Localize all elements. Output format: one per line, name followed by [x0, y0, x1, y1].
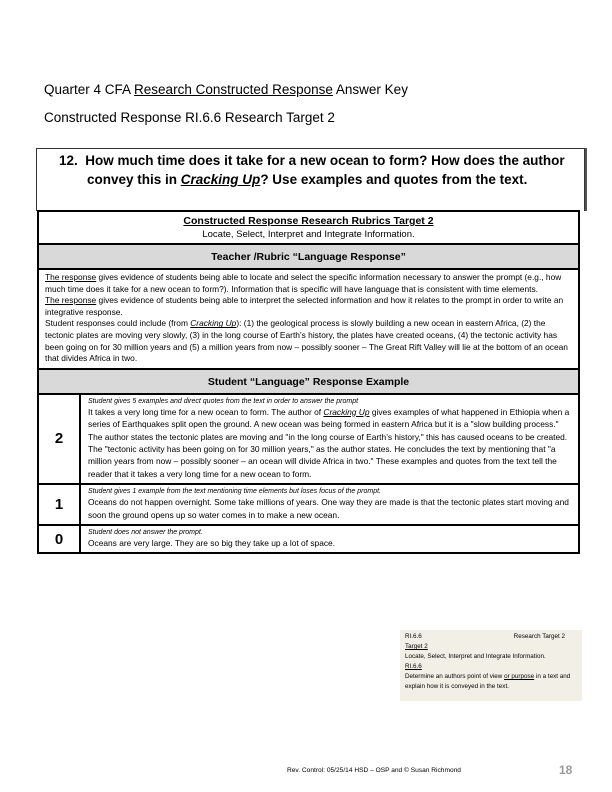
score-description: Student gives 1 example from the text mentioning time elements but loses focus of the prompt.	[88, 488, 381, 496]
page-title: Quarter 4 CFA Research Constructed Response Answer Key	[44, 82, 408, 97]
note-target-label: Target 2	[405, 643, 428, 650]
page-number: 18	[559, 763, 573, 777]
footer-revision: Rev. Control: 05/25/14 HSD – OSP and © Susan Richmond	[287, 767, 461, 774]
rubric-table	[37, 210, 580, 554]
rubric-title: Constructed Response Research Rubrics Target 2	[183, 215, 434, 227]
page-subtitle: Constructed Response RI.6.6 Research Target 2	[44, 110, 335, 125]
score-value: 2	[39, 395, 81, 483]
teacher-rubric-header: Teacher /Rubric “Language Response”	[39, 245, 578, 270]
score-example: Oceans do not happen overnight. Some take millions of years. One way they are made is that the tectonic plates start moving and soon the ground opens up so water comes in to make a new ocean.	[88, 497, 569, 520]
rubric-title-row	[39, 212, 578, 245]
score-row-1	[39, 485, 578, 526]
note-target-desc: Locate, Select, Interpret and Integrate Information.	[405, 653, 546, 660]
note-target: Research Target 2	[513, 633, 565, 640]
score-example: It takes a very long time for a new ocean to form. The author of Cracking Up gives examples of what happened in Ethiopia when a series of Earthquakes split open the ground. A new ocean was being formed in eastern Africa but it is a "slow building process." The author states the tectonic plates are moving and "in the long course of Earth’s history," this has caused oceans to be created. The "tectonic activity has been going on for 30 million years," as the author states. He concludes the text by mentioning that "a million years from now – possibly sooner – an ocean will divide Africa in two." These examples and quotes from the text tell the reader that it takes a very long time for a new ocean to form.	[88, 406, 570, 479]
note-standard-label: RI.6.6	[405, 663, 422, 670]
score-description: Student does not answer the prompt.	[88, 529, 203, 536]
score-row-0	[39, 526, 578, 552]
question-box	[36, 148, 585, 211]
score-example: Oceans are very large. They are so big they take up a lot of space.	[88, 538, 336, 548]
score-value: 1	[39, 485, 81, 524]
note-standard-desc: Determine an authors point of view or purpose in a text and explain how it is conveyed in the text.	[405, 673, 571, 690]
score-description: Student gives 5 examples and direct quotes from the text in order to answer the prompt	[88, 397, 359, 405]
teacher-rubric-body: The response gives evidence of students being able to locate and select the specific information necessary to answer the prompt (e.g., how much time does it take for a new ocean to form?). Information that is specific will have language that is consistent with time elements. The response gives evidence of students being able to interpret the selected information and how it relates to the prompt in order to write an integrative response. Student responses could include (from Cracking Up): (1) the geological process is slowly building a new ocean in eastern Africa, (2) the tectonic plates are moving very slowly, (3) in the long course of Earth’s history, the plates have created oceans, (4) the tectonic activity has been going on for 30 million years and (5) a million years from now – possibly sooner – The Great Rift Valley will lie at the bottom of an ocean that divides Africa in two.	[39, 270, 578, 370]
note-standard: RI.6.6	[405, 633, 422, 640]
rubric-subtitle: Locate, Select, Interpret and Integrate Information.	[202, 229, 415, 240]
standards-note	[400, 630, 582, 701]
question-text: 12. How much time does it take for a new ocean to form? How does the author convey this in Cracking Up? Use examples and quotes from the text.	[59, 153, 565, 187]
score-value: 0	[39, 526, 81, 552]
score-row-2	[39, 395, 578, 485]
student-example-header: Student “Language” Response Example	[39, 370, 578, 395]
